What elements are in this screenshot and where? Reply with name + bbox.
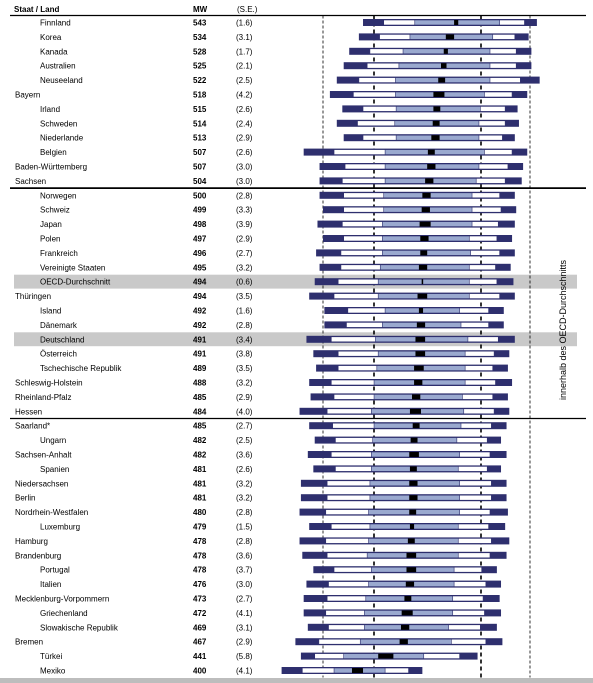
row-se: (3.6): [236, 450, 253, 460]
mean-ci: [411, 438, 418, 443]
row-se: (3.2): [236, 479, 253, 489]
row-mean: 543: [193, 18, 207, 28]
row-label: Sachsen: [15, 176, 47, 186]
row-mean: 481: [193, 479, 207, 489]
mean-ci: [444, 49, 448, 54]
row-mean: 481: [193, 493, 207, 503]
row-label: Portugal: [40, 565, 70, 575]
mean-ci: [422, 193, 430, 198]
row-se: (4.1): [236, 608, 253, 618]
row-label: Finnland: [40, 18, 71, 28]
row-se: (2.9): [236, 234, 253, 244]
row-mean: 499: [193, 205, 207, 215]
row-mean: 507: [193, 162, 207, 172]
row-mean: 400: [193, 666, 207, 676]
mean-ci: [400, 639, 408, 644]
mean-ci: [425, 178, 433, 183]
row-label: Slowakische Republik: [40, 623, 118, 633]
col-header-mean: MW: [193, 5, 208, 14]
row-label: Kanada: [40, 47, 68, 57]
mean-ci: [431, 135, 439, 140]
row-label: Rheinland-Pfalz: [15, 392, 72, 402]
row-label: Spanien: [40, 464, 70, 474]
row-se: (2.9): [236, 392, 253, 402]
row-se: (3.2): [236, 263, 253, 273]
mean-ci: [420, 222, 431, 227]
row-mean: 514: [193, 119, 207, 129]
side-label: innerhalb des OECD-Durchschnitts: [558, 259, 568, 400]
col-header-se: (S.E.): [237, 5, 258, 14]
mean-ci: [419, 308, 423, 313]
row-mean: 495: [193, 263, 207, 273]
row-mean: 491: [193, 349, 207, 359]
row-label: Bremen: [15, 637, 44, 647]
row-mean: 494: [193, 277, 207, 287]
row-se: (1.6): [236, 18, 253, 28]
row-mean: 467: [193, 637, 207, 647]
row-label: Mexiko: [40, 666, 66, 676]
row-mean: 473: [193, 594, 207, 604]
row-label: Saarland*: [15, 421, 51, 431]
mean-ci: [438, 78, 445, 83]
row-label: Sachsen-Anhalt: [15, 450, 72, 460]
mean-ci: [454, 20, 458, 25]
row-label: Bayern: [15, 90, 41, 100]
mean-ci: [406, 582, 414, 587]
row-mean: 518: [193, 90, 207, 100]
row-label: Neuseeland: [40, 76, 83, 86]
row-se: (3.2): [236, 378, 253, 388]
bottom-band: [0, 678, 593, 683]
row-se: (2.6): [236, 464, 253, 474]
row-se: (2.9): [236, 637, 253, 647]
mean-ci: [415, 337, 425, 342]
row-label: Hamburg: [15, 536, 48, 546]
row-se: (3.6): [236, 551, 253, 561]
mean-ci: [420, 250, 427, 255]
row-mean: 534: [193, 32, 207, 42]
row-se: (2.8): [236, 320, 253, 330]
row-label: Korea: [40, 32, 62, 42]
row-mean: 515: [193, 104, 207, 114]
mean-ci: [415, 351, 425, 356]
row-label: Polen: [40, 234, 61, 244]
mean-ci: [427, 164, 435, 169]
row-mean: 497: [193, 234, 207, 244]
row-se: (1.7): [236, 47, 253, 57]
row-mean: 507: [193, 148, 207, 158]
row-se: (3.2): [236, 493, 253, 503]
row-se: (2.7): [236, 421, 253, 431]
row-label: OECD-Durchschnitt: [40, 277, 111, 287]
mean-ci: [422, 207, 430, 212]
row-mean: 478: [193, 565, 207, 575]
row-label: Schweiz: [40, 205, 70, 215]
row-mean: 485: [193, 421, 207, 431]
row-label: Australien: [40, 61, 76, 71]
row-se: (2.1): [236, 61, 253, 71]
row-mean: 491: [193, 335, 207, 345]
mean-ci: [419, 265, 427, 270]
mean-ci: [441, 63, 447, 68]
row-se: (2.7): [236, 594, 253, 604]
bar-25-75: [378, 279, 469, 284]
row-label: Norwegen: [40, 191, 77, 201]
row-label: Türkei: [40, 652, 63, 662]
row-se: (3.7): [236, 565, 253, 575]
row-mean: 478: [193, 551, 207, 561]
row-se: (3.0): [236, 176, 253, 186]
mean-ci: [428, 150, 435, 155]
row-se: (2.8): [236, 508, 253, 518]
row-mean: 488: [193, 378, 207, 388]
row-mean: 492: [193, 306, 207, 316]
mean-ci: [410, 466, 417, 471]
row-label: Niederlande: [40, 133, 84, 143]
row-mean: 481: [193, 464, 207, 474]
row-mean: 469: [193, 623, 207, 633]
row-se: (2.8): [236, 191, 253, 201]
row-se: (2.9): [236, 133, 253, 143]
row-mean: 528: [193, 47, 207, 57]
row-label: Ungarn: [40, 436, 67, 446]
row-mean: 494: [193, 292, 207, 302]
row-se: (2.7): [236, 248, 253, 258]
mean-ci: [410, 524, 414, 529]
row-label: Thüringen: [15, 292, 52, 302]
row-se: (3.5): [236, 364, 253, 374]
mean-ci: [409, 481, 417, 486]
row-mean: 498: [193, 220, 207, 230]
col-header-country: Staat / Land: [14, 5, 60, 14]
row-label: Schweden: [40, 119, 78, 129]
row-se: (3.9): [236, 220, 253, 230]
row-mean: 480: [193, 508, 207, 518]
mean-ci: [378, 654, 393, 659]
row-se: (3.3): [236, 205, 253, 215]
mean-ci: [446, 34, 454, 39]
row-mean: 525: [193, 61, 207, 71]
mean-ci: [433, 106, 440, 111]
row-mean: 476: [193, 580, 207, 590]
mean-ci: [401, 625, 409, 630]
mean-ci: [408, 538, 415, 543]
row-label: Japan: [40, 220, 62, 230]
row-label: Brandenburg: [15, 551, 62, 561]
row-se: (4.2): [236, 90, 253, 100]
row-se: (2.8): [236, 536, 253, 546]
mean-ci: [418, 294, 428, 299]
row-mean: 484: [193, 407, 207, 417]
mean-ci: [404, 596, 411, 601]
mean-ci: [422, 279, 424, 284]
row-se: (2.6): [236, 148, 253, 158]
row-mean: 500: [193, 191, 207, 201]
row-se: (2.5): [236, 76, 253, 86]
row-se: (3.1): [236, 623, 253, 633]
row-se: (4.0): [236, 407, 253, 417]
row-label: Hessen: [15, 407, 43, 417]
row-se: (3.4): [236, 335, 253, 345]
row-mean: 522: [193, 76, 207, 86]
row-mean: 492: [193, 320, 207, 330]
row-label: Baden-Württemberg: [15, 162, 88, 172]
row-mean: 496: [193, 248, 207, 258]
row-label: Niedersachsen: [15, 479, 69, 489]
row-se: (3.8): [236, 349, 253, 359]
row-label: Dänemark: [40, 320, 77, 330]
row-mean: 478: [193, 536, 207, 546]
row-se: (4.1): [236, 666, 253, 676]
mean-ci: [409, 495, 417, 500]
row-mean: 513: [193, 133, 207, 143]
row-se: (5.8): [236, 652, 253, 662]
mean-ci: [410, 409, 421, 414]
row-mean: 489: [193, 364, 207, 374]
mean-ci: [414, 380, 422, 385]
row-label: Irland: [40, 104, 61, 114]
mean-ci: [433, 121, 440, 126]
row-label: Schleswig-Holstein: [15, 378, 83, 388]
row-se: (2.6): [236, 104, 253, 114]
row-se: (1.6): [236, 306, 253, 316]
row-label: Nordrhein-Westfalen: [15, 508, 89, 518]
row-se: (3.0): [236, 162, 253, 172]
row-label: Berlin: [15, 493, 36, 503]
row-mean: 482: [193, 450, 207, 460]
row-label: Vereinigte Staaten: [40, 263, 106, 273]
mean-ci: [433, 92, 444, 97]
row-se: (1.5): [236, 522, 253, 532]
row-label: Mecklenburg-Vorpommern: [15, 594, 110, 604]
row-se: (2.5): [236, 436, 253, 446]
row-label: Belgien: [40, 148, 67, 158]
row-label: Luxemburg: [40, 522, 81, 532]
row-label: Frankreich: [40, 248, 78, 258]
row-label: Italien: [40, 580, 62, 590]
row-mean: 485: [193, 392, 207, 402]
row-mean: 482: [193, 436, 207, 446]
mean-ci: [406, 553, 416, 558]
mean-ci: [417, 322, 425, 327]
row-mean: 441: [193, 652, 207, 662]
mean-ci: [406, 567, 416, 572]
row-se: (2.4): [236, 119, 253, 129]
mean-ci: [420, 236, 428, 241]
mean-ci: [402, 610, 413, 615]
mean-ci: [413, 423, 420, 428]
row-se: (3.5): [236, 292, 253, 302]
row-mean: 479: [193, 522, 207, 532]
mean-ci: [412, 394, 420, 399]
mean-ci: [414, 366, 424, 371]
row-label: Tschechische Republik: [40, 364, 122, 374]
row-mean: 472: [193, 608, 207, 618]
row-mean: 504: [193, 176, 207, 186]
row-se: (0.6): [236, 277, 253, 287]
row-label: Deutschland: [40, 335, 85, 345]
mean-ci: [409, 452, 419, 457]
mean-ci: [409, 510, 416, 515]
row-se: (3.0): [236, 580, 253, 590]
row-label: Österreich: [40, 349, 77, 359]
row-label: Island: [40, 306, 62, 316]
row-label: Griechenland: [40, 608, 88, 618]
row-se: (3.1): [236, 32, 253, 42]
mean-ci: [352, 668, 363, 673]
bar-25-75: [385, 150, 484, 155]
